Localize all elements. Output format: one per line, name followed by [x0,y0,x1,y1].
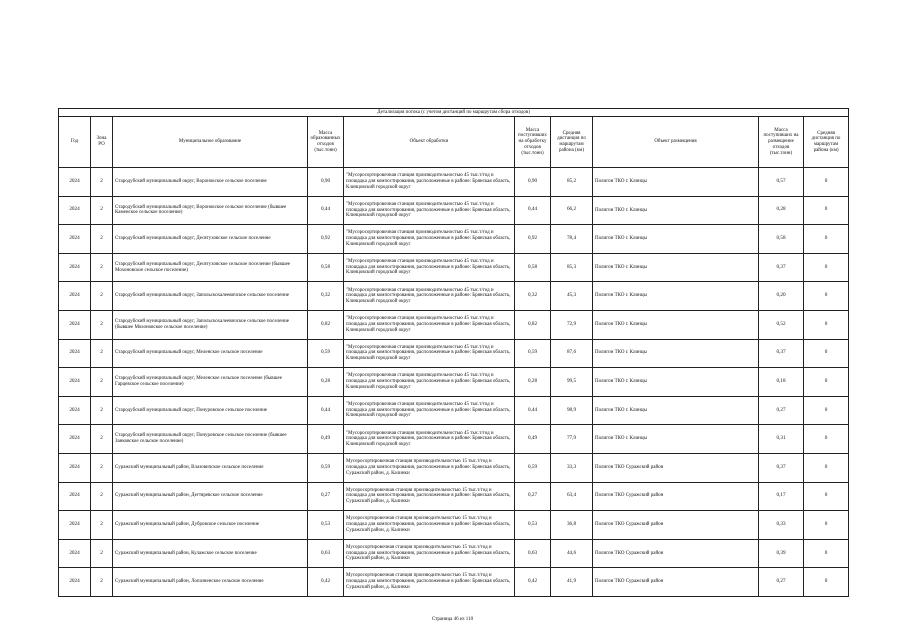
cell-avg-distance-route: 85,2 [551,168,593,197]
cell-municipality: Стародубский муниципальный округ, Меленское сельское поселение (бывшее Гарцевское сельское поселение) [113,368,308,397]
cell-zone: 2 [91,568,113,597]
cell-mass-to-placement: 0,18 [759,368,804,397]
header-municipality: Муниципальное образование [113,117,308,168]
cell-mass-generated: 0,44 [308,396,344,425]
cell-mass-to-placement: 0,28 [759,196,804,225]
cell-processing-object: "Мусоросортировочная станция производительностью 45 тыс.т/год и площадка для компостирования, расположенные в районе: Брянская область, Клинцовский городской округ [344,310,515,339]
cell-avg-distance-district: 0 [804,168,849,197]
cell-zone: 2 [91,368,113,397]
cell-mass-to-processing: 0,53 [515,511,551,540]
cell-mass-to-processing: 0,82 [515,310,551,339]
table-row [59,539,849,568]
cell-mass-generated: 0,58 [308,253,344,282]
cell-processing-object: Мусоросортировочная станция производительностью 15 тыс.т/год и площадка для компостирования, расположенные в районе: Брянская область, Суражский район, д. Калинки [344,539,515,568]
cell-mass-to-processing: 0,32 [515,282,551,311]
header-processing-object: Объект обработки [344,117,515,168]
cell-year: 2024 [59,368,91,397]
cell-avg-distance-route: 33,3 [551,453,593,482]
cell-zone: 2 [91,453,113,482]
cell-mass-to-placement: 0,57 [759,168,804,197]
table-row [59,196,849,225]
cell-mass-to-placement: 0,37 [759,253,804,282]
cell-mass-to-placement: 0,17 [759,482,804,511]
cell-placement-object: Полигон ТКО г. Клинцы [593,225,759,254]
cell-processing-object: "Мусоросортировочная станция производительностью 45 тыс.т/год и площадка для компостирования, расположенные в районе: Брянская область, Клинцовский городской округ [344,282,515,311]
header-avg-distance-district: Средняя дистанция по маршрутам района (км) [804,117,849,168]
cell-processing-object: "Мусоросортировочная станция производительностью 45 тыс.т/год и площадка для компостирования, расположенные в районе: Брянская область, Клинцовский городской округ [344,253,515,282]
cell-year: 2024 [59,168,91,197]
cell-municipality: Стародубский муниципальный округ, Десятуховское сельское поселение [113,225,308,254]
cell-municipality: Стародубский муниципальный округ, Меленское сельское поселение [113,339,308,368]
table-row [59,310,849,339]
cell-mass-generated: 0,49 [308,425,344,454]
cell-mass-to-placement: 0,31 [759,425,804,454]
cell-municipality: Суражский муниципальный район, Влазовичское сельское поселение [113,453,308,482]
cell-mass-to-processing: 0,49 [515,425,551,454]
cell-avg-distance-route: 77,9 [551,425,593,454]
cell-mass-to-processing: 0,44 [515,396,551,425]
cell-zone: 2 [91,168,113,197]
header-year: Год [59,117,91,168]
page-number: Страница 46 из 110 [431,617,474,622]
cell-year: 2024 [59,568,91,597]
cell-processing-object: "Мусоросортировочная станция производительностью 45 тыс.т/год и площадка для компостирования, расположенные в районе: Брянская область, Клинцовский городской округ [344,396,515,425]
cell-mass-to-placement: 0,27 [759,568,804,597]
cell-year: 2024 [59,310,91,339]
table-body [59,168,849,597]
cell-placement-object: Полигон ТКО г. Клинцы [593,253,759,282]
cell-year: 2024 [59,339,91,368]
cell-zone: 2 [91,482,113,511]
cell-municipality: Стародубский муниципальный округ, Запольскохалеевичское сельское поселение (бывшее Мохоновское сельское поселение) [113,310,308,339]
cell-avg-distance-district: 0 [804,310,849,339]
header-zone: Зона РО [91,117,113,168]
cell-avg-distance-district: 0 [804,339,849,368]
table-row [59,253,849,282]
table-row [59,511,849,540]
cell-mass-to-placement: 0,33 [759,511,804,540]
cell-mass-to-processing: 0,92 [515,225,551,254]
cell-mass-generated: 0,59 [308,453,344,482]
table-row [59,225,849,254]
table-row [59,282,849,311]
cell-avg-distance-route: 99,5 [551,368,593,397]
cell-avg-distance-district: 0 [804,482,849,511]
cell-mass-to-processing: 0,59 [515,453,551,482]
table-row [59,339,849,368]
cell-avg-distance-district: 0 [804,425,849,454]
header-mass-generated: Масса образованных отходов (тыс.тонн) [308,117,344,168]
cell-zone: 2 [91,539,113,568]
cell-mass-to-placement: 0,52 [759,310,804,339]
cell-processing-object: "Мусоросортировочная станция производительностью 45 тыс.т/год и площадка для компостирования, расположенные в районе: Брянская область, Клинцовский городской округ [344,168,515,197]
cell-mass-generated: 0,90 [308,168,344,197]
cell-avg-distance-district: 0 [804,368,849,397]
cell-avg-distance-route: 63,4 [551,482,593,511]
table-row [59,396,849,425]
cell-mass-to-processing: 0,63 [515,539,551,568]
cell-mass-to-placement: 0,20 [759,282,804,311]
cell-processing-object: Мусоросортировочная станция производительностью 15 тыс.т/год и площадка для компостирования, расположенные в районе: Брянская область, Суражский район, д. Калинки [344,568,515,597]
cell-placement-object: Полигон ТКО Суражский район [593,453,759,482]
cell-placement-object: Полигон ТКО г. Клинцы [593,396,759,425]
cell-zone: 2 [91,511,113,540]
cell-mass-to-processing: 0,90 [515,168,551,197]
cell-mass-to-placement: 0,58 [759,225,804,254]
cell-avg-distance-district: 0 [804,225,849,254]
cell-placement-object: Полигон ТКО Суражский район [593,482,759,511]
cell-zone: 2 [91,282,113,311]
cell-mass-generated: 0,27 [308,482,344,511]
cell-municipality: Стародубский муниципальный округ, Воронокское сельское поселение (бывшее Каменское сельское поселение) [113,196,308,225]
cell-mass-to-placement: 0,27 [759,396,804,425]
cell-placement-object: Полигон ТКО г. Клинцы [593,282,759,311]
cell-mass-to-placement: 0,39 [759,539,804,568]
cell-processing-object: Мусоросортировочная станция производительностью 15 тыс.т/год и площадка для компостирования, расположенные в районе: Брянская область, Суражский район, д. Калинки [344,511,515,540]
cell-year: 2024 [59,282,91,311]
cell-mass-to-processing: 0,27 [515,482,551,511]
header-placement-object: Объект размещения [593,117,759,168]
cell-placement-object: Полигон ТКО г. Клинцы [593,168,759,197]
cell-avg-distance-route: 98,9 [551,396,593,425]
table-caption: Детализация потока (с учетом дистанций по маршрутам сбора отходов) [59,109,849,117]
cell-municipality: Суражский муниципальный район, Лопазненское сельское поселение [113,568,308,597]
cell-processing-object: "Мусоросортировочная станция производительностью 45 тыс.т/год и площадка для компостирования, расположенные в районе: Брянская область, Клинцовский городской округ [344,196,515,225]
cell-mass-to-processing: 0,59 [515,339,551,368]
cell-mass-generated: 0,32 [308,282,344,311]
cell-mass-generated: 0,63 [308,539,344,568]
cell-mass-to-processing: 0,58 [515,253,551,282]
cell-mass-generated: 0,92 [308,225,344,254]
header-mass-to-placement: Масса поступивших на размещение отходов (тыс.тонн) [759,117,804,168]
cell-processing-object: "Мусоросортировочная станция производительностью 45 тыс.т/год и площадка для компостирования, расположенные в районе: Брянская область, Клинцовский городской округ [344,425,515,454]
cell-placement-object: Полигон ТКО г. Клинцы [593,339,759,368]
cell-placement-object: Полигон ТКО Суражский район [593,539,759,568]
cell-placement-object: Полигон ТКО Суражский район [593,511,759,540]
cell-year: 2024 [59,539,91,568]
cell-year: 2024 [59,425,91,454]
table-row [59,168,849,197]
cell-placement-object: Полигон ТКО г. Клинцы [593,368,759,397]
cell-zone: 2 [91,396,113,425]
cell-year: 2024 [59,482,91,511]
cell-processing-object: "Мусоросортировочная станция производительностью 45 тыс.т/год и площадка для компостирования, расположенные в районе: Брянская область, Клинцовский городской округ [344,339,515,368]
header-avg-distance-route: Средняя дистанция по маршрутам района (км) [551,117,593,168]
cell-avg-distance-route: 72,9 [551,310,593,339]
cell-avg-distance-route: 66,2 [551,196,593,225]
cell-mass-generated: 0,44 [308,196,344,225]
cell-avg-distance-district: 0 [804,196,849,225]
cell-avg-distance-route: 78,4 [551,225,593,254]
cell-municipality: Стародубский муниципальный округ, Воронокское сельское поселение [113,168,308,197]
cell-year: 2024 [59,453,91,482]
cell-placement-object: Полигон ТКО г. Клинцы [593,425,759,454]
cell-year: 2024 [59,196,91,225]
cell-avg-distance-district: 0 [804,511,849,540]
cell-year: 2024 [59,225,91,254]
table-row [59,368,849,397]
header-mass-to-processing: Масса поступивших на обработку отходов (тыс.тонн) [515,117,551,168]
cell-zone: 2 [91,310,113,339]
cell-municipality: Стародубский муниципальный округ, Запольскохалеевичское сельское поселение [113,282,308,311]
cell-avg-distance-district: 0 [804,568,849,597]
cell-processing-object: Мусоросортировочная станция производительностью 15 тыс.т/год и площадка для компостирования, расположенные в районе: Брянская область, Суражский район, д. Калинки [344,482,515,511]
cell-avg-distance-district: 0 [804,282,849,311]
table-row [59,482,849,511]
cell-avg-distance-route: 36,8 [551,511,593,540]
cell-municipality: Суражский муниципальный район, Кулажское сельское поселение [113,539,308,568]
cell-avg-distance-route: 87,6 [551,339,593,368]
table-row [59,568,849,597]
cell-avg-distance-route: 45,3 [551,282,593,311]
cell-avg-distance-route: 41,9 [551,568,593,597]
cell-processing-object: "Мусоросортировочная станция производительностью 45 тыс.т/год и площадка для компостирования, расположенные в районе: Брянская область, Клинцовский городской округ [344,225,515,254]
cell-municipality: Стародубский муниципальный округ, Понуровское сельское поселение [113,396,308,425]
cell-processing-object: "Мусоросортировочная станция производительностью 45 тыс.т/год и площадка для компостирования, расположенные в районе: Брянская область, Клинцовский городской округ [344,368,515,397]
cell-mass-to-processing: 0,42 [515,568,551,597]
waste-flow-table [58,108,849,597]
cell-zone: 2 [91,425,113,454]
table-row [59,425,849,454]
cell-zone: 2 [91,339,113,368]
cell-mass-to-processing: 0,28 [515,368,551,397]
cell-processing-object: Мусоросортировочная станция производительностью 15 тыс.т/год и площадка для компостирования, расположенные в районе: Брянская область, Суражский район, д. Калинки [344,453,515,482]
cell-mass-generated: 0,42 [308,568,344,597]
cell-placement-object: Полигон ТКО г. Клинцы [593,310,759,339]
cell-zone: 2 [91,196,113,225]
cell-avg-distance-route: 85,3 [551,253,593,282]
cell-year: 2024 [59,396,91,425]
cell-mass-generated: 0,59 [308,339,344,368]
cell-zone: 2 [91,225,113,254]
cell-mass-generated: 0,28 [308,368,344,397]
cell-avg-distance-district: 0 [804,253,849,282]
cell-placement-object: Полигон ТКО Суражский район [593,568,759,597]
cell-avg-distance-district: 0 [804,453,849,482]
cell-year: 2024 [59,253,91,282]
cell-zone: 2 [91,253,113,282]
cell-avg-distance-district: 0 [804,396,849,425]
cell-avg-distance-district: 0 [804,539,849,568]
cell-mass-to-placement: 0,37 [759,453,804,482]
cell-municipality: Суражский муниципальный район, Дегтяревское сельское поселение [113,482,308,511]
cell-year: 2024 [59,511,91,540]
cell-municipality: Суражский муниципальный район, Дубровское сельское поселение [113,511,308,540]
cell-mass-generated: 0,82 [308,310,344,339]
cell-placement-object: Полигон ТКО г. Клинцы [593,196,759,225]
cell-avg-distance-route: 44,6 [551,539,593,568]
cell-mass-to-placement: 0,37 [759,339,804,368]
cell-municipality: Стародубский муниципальный округ, Понуровское сельское поселение (бывшее Занковское сельское поселение) [113,425,308,454]
cell-mass-to-processing: 0,44 [515,196,551,225]
cell-mass-generated: 0,53 [308,511,344,540]
table-row [59,453,849,482]
cell-municipality: Стародубский муниципальный округ, Десятуховское сельское поселение (бывшее Мохоновское сельское поселение) [113,253,308,282]
